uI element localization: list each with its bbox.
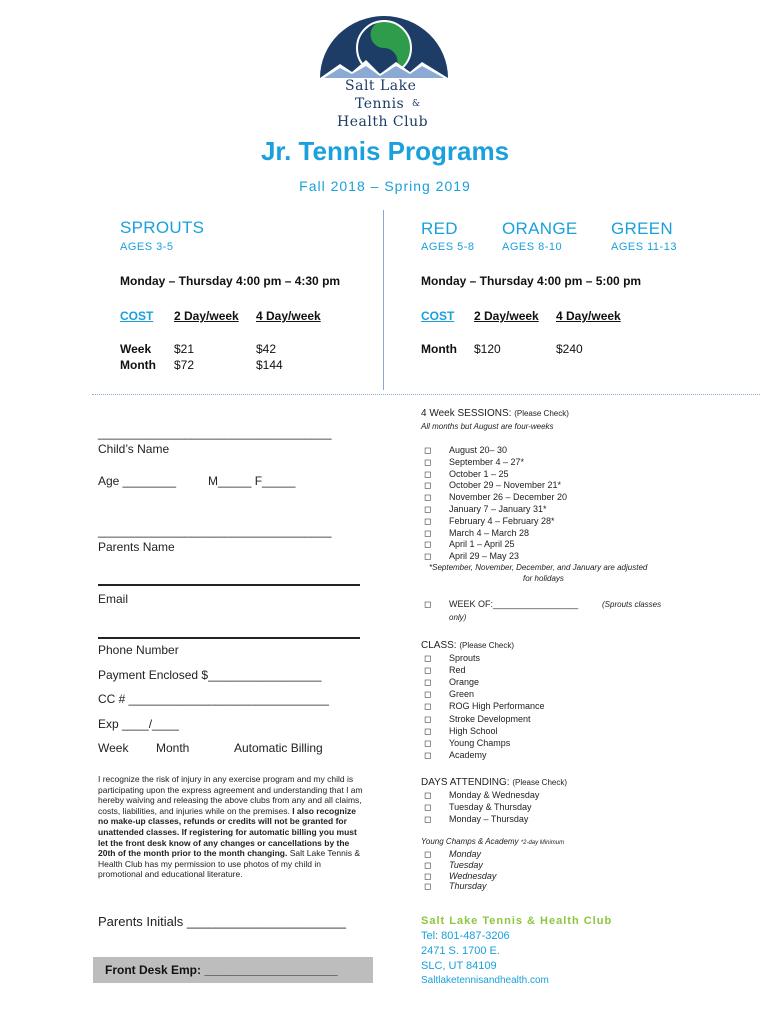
session-item-label: August 20– 30 [449, 445, 508, 455]
rog-col1: 2 Day/week [474, 309, 539, 323]
sprouts-col1: 2 Day/week [174, 309, 239, 323]
session-item-label: January 7 – January 31* [449, 504, 547, 514]
young-champs-note: *2-day Minimum [520, 840, 565, 846]
session-item-label: September 4 – 27* [449, 456, 525, 467]
days-item-label: Monday – Thursday [449, 813, 529, 824]
week-of-checkbox[interactable]: ◻ [424, 599, 432, 609]
green-ages: AGES 11-13 [611, 241, 677, 253]
days-item-label: Tuesday & Thursday [449, 801, 532, 812]
sprouts-title: SPROUTS [120, 218, 205, 237]
waiver-part-c: Salt Lake Tennis & Health Club has my permission to use photos of my child in promotional and educational literature. [98, 848, 360, 880]
footer-address-1: 2471 S. 1700 E. [421, 945, 500, 957]
sprouts-row-month-label: Month [120, 358, 156, 372]
parents-name-line[interactable]: ___________________________________ [98, 524, 332, 538]
young-champs-day-label: Monday [449, 849, 482, 859]
billing-month[interactable]: Month [156, 741, 190, 755]
session-item-label: February 4 – February 28* [449, 515, 555, 526]
column-divider [383, 210, 384, 390]
young-champs-day-checkbox[interactable]: ◻ [424, 870, 432, 881]
class-item-checkbox[interactable]: ◻ [424, 713, 432, 724]
rog-row-month-v2: $240 [556, 342, 583, 356]
parents-initials-field[interactable]: Parents Initials ______________________ [98, 914, 346, 929]
session-item-checkbox[interactable]: ◻ [424, 480, 432, 491]
class-heading-text: CLASS: [421, 640, 457, 651]
session-item-label: April 1 – April 25 [449, 539, 515, 550]
sprouts-row-week-v2: $42 [256, 342, 277, 356]
logo-line2: Tennis [355, 96, 405, 112]
session-item-label: October 29 – November 21* [449, 480, 562, 491]
class-item-checkbox[interactable]: ◻ [424, 689, 432, 700]
class-item-label: High School [449, 725, 498, 736]
child-name-line[interactable]: ___________________________________ [98, 426, 332, 440]
billing-automatic[interactable]: Automatic Billing [234, 741, 323, 755]
week-of-note-2: only) [449, 613, 467, 622]
sprouts-row-month-v1: $72 [174, 358, 195, 372]
young-champs-heading [421, 837, 564, 846]
week-of-field[interactable]: WEEK OF:_________________ [449, 599, 579, 609]
young-champs-heading-text: Young Champs & Academy [421, 837, 519, 846]
rog-cost-label: COST [421, 309, 455, 323]
session-item-checkbox[interactable]: ◻ [424, 551, 432, 562]
rog-col2: 4 Day/week [556, 309, 621, 323]
phone-label: Phone Number [98, 643, 179, 657]
sprouts-cost-label: COST [120, 309, 154, 323]
young-champs-day-checkbox[interactable]: ◻ [424, 849, 432, 859]
section-divider [92, 394, 760, 395]
class-item-checkbox[interactable]: ◻ [424, 665, 432, 676]
class-item-label: Green [449, 689, 475, 700]
session-item-label: April 29 – May 23 [449, 551, 520, 562]
class-item-label: Orange [449, 677, 480, 688]
exp-field[interactable]: Exp ____/____ [98, 717, 179, 731]
sprouts-row-month-v2: $144 [256, 358, 283, 372]
session-item-checkbox[interactable]: ◻ [424, 456, 432, 467]
class-item-checkbox[interactable]: ◻ [424, 653, 432, 663]
sessions-heading [421, 408, 569, 419]
payment-field[interactable]: Payment Enclosed $_________________ [98, 668, 322, 682]
rog-row-month-v1: $120 [474, 342, 501, 356]
orange-ages: AGES 8-10 [502, 241, 563, 253]
class-item-checkbox[interactable]: ◻ [424, 737, 432, 748]
days-heading-text: DAYS ATTENDING: [421, 777, 510, 788]
page-subtitle: Fall 2018 – Spring 2019 [299, 178, 471, 194]
days-item-checkbox[interactable]: ◻ [424, 790, 432, 800]
class-item-label: Young Champs [449, 737, 511, 748]
red-title: RED [421, 219, 458, 238]
footer-address-2: SLC, UT 84109 [421, 960, 497, 972]
age-field[interactable]: Age ________ [98, 474, 177, 488]
sessions-heading-note: (Please Check) [514, 409, 569, 418]
green-title: GREEN [611, 219, 673, 238]
waiver-text [98, 774, 366, 880]
session-item-checkbox[interactable]: ◻ [424, 492, 432, 503]
sessions-heading-text: 4 Week SESSIONS: [421, 408, 512, 419]
young-champs-day-checkbox[interactable]: ◻ [424, 859, 432, 870]
waiver-part-b: I also recognize no make-up classes, refunds or credits will not be granted for unattended classes. If registering for automatic billing you must let the front desk know of any changes or cancellations by the 20th of the month prior to the month changing. [98, 805, 357, 859]
young-champs-day-checkbox[interactable]: ◻ [424, 881, 432, 892]
gender-field[interactable]: M_____ F_____ [208, 474, 296, 488]
week-of-note-1: (Sprouts classes [602, 600, 662, 609]
sprouts-row-week-label: Week [120, 342, 152, 356]
young-champs-day-label: Thursday [449, 881, 487, 892]
session-item-checkbox[interactable]: ◻ [424, 445, 432, 455]
sessions-footnote-2: for holidays [523, 574, 564, 583]
orange-title: ORANGE [502, 219, 578, 238]
sprouts-ages: AGES 3-5 [120, 241, 174, 253]
class-item-label: Red [449, 665, 466, 676]
sprouts-col2: 4 Day/week [256, 309, 321, 323]
phone-line[interactable] [98, 637, 360, 639]
sessions-footnote-1: *September, November, December, and January are adjusted [429, 563, 648, 572]
class-item-label: Stroke Development [449, 713, 531, 724]
cc-field[interactable]: CC # ______________________________ [98, 692, 329, 706]
sprouts-schedule: Monday – Thursday 4:00 pm – 4:30 pm [120, 274, 341, 288]
billing-week[interactable]: Week [98, 741, 129, 755]
footer-tel: Tel: 801-487-3206 [421, 930, 510, 942]
email-line[interactable] [98, 584, 360, 586]
session-item-label: November 26 – December 20 [449, 492, 568, 503]
days-heading-note: (Please Check) [512, 778, 567, 787]
class-item-label: ROG High Performance [449, 701, 545, 712]
session-item-checkbox[interactable]: ◻ [424, 504, 432, 514]
logo-line1: Salt Lake [345, 78, 417, 94]
logo-line3: Health Club [337, 114, 429, 130]
class-item-label: Academy [449, 749, 487, 760]
young-champs-day-label: Wednesday [449, 870, 497, 881]
session-item-checkbox[interactable]: ◻ [424, 515, 432, 526]
session-item-checkbox[interactable]: ◻ [424, 539, 432, 550]
sprouts-row-week-v1: $21 [174, 342, 195, 356]
class-item-checkbox[interactable]: ◻ [424, 677, 432, 688]
young-champs-day-label: Tuesday [449, 859, 483, 870]
rog-schedule: Monday – Thursday 4:00 pm – 5:00 pm [421, 274, 642, 288]
red-ages: AGES 5-8 [421, 241, 475, 253]
email-label: Email [98, 592, 129, 606]
class-item-checkbox[interactable]: ◻ [424, 725, 432, 736]
class-item-checkbox[interactable]: ◻ [424, 701, 432, 712]
parents-name-label: Parents Name [98, 540, 175, 554]
class-heading [421, 640, 514, 651]
club-logo [318, 10, 450, 82]
class-item-label: Sprouts [449, 653, 481, 663]
child-name-label: Child’s Name [98, 442, 170, 456]
days-heading [421, 777, 567, 788]
footer-club-name: Salt Lake Tennis & Health Club [421, 915, 613, 927]
session-item-label: March 4 – March 28 [449, 527, 530, 538]
front-desk-field[interactable]: Front Desk Emp: ____________________ [105, 963, 338, 977]
footer-website[interactable]: Saltlaketennisandhealth.com [421, 975, 549, 986]
session-item-checkbox[interactable]: ◻ [424, 468, 432, 479]
class-item-checkbox[interactable]: ◻ [424, 749, 432, 760]
days-item-checkbox[interactable]: ◻ [424, 813, 432, 824]
class-heading-note: (Please Check) [459, 641, 515, 650]
page-title: Jr. Tennis Programs [260, 136, 510, 166]
rog-row-month-label: Month [421, 342, 457, 356]
days-item-checkbox[interactable]: ◻ [424, 801, 432, 812]
sessions-note: All months but August are four-weeks [421, 422, 554, 431]
waiver-part-a: I recognize the risk of injury in any exercise program and my child is participating upon the express agreement and understanding that I am hereby waiving and releasing the above clubs from any and all claims, costs, liabilities, and injuries while on the premises. [98, 774, 363, 816]
logo-amp: & [412, 99, 421, 109]
session-item-checkbox[interactable]: ◻ [424, 527, 432, 538]
days-item-label: Monday & Wednesday [449, 790, 540, 800]
session-item-label: October 1 – 25 [449, 468, 509, 479]
